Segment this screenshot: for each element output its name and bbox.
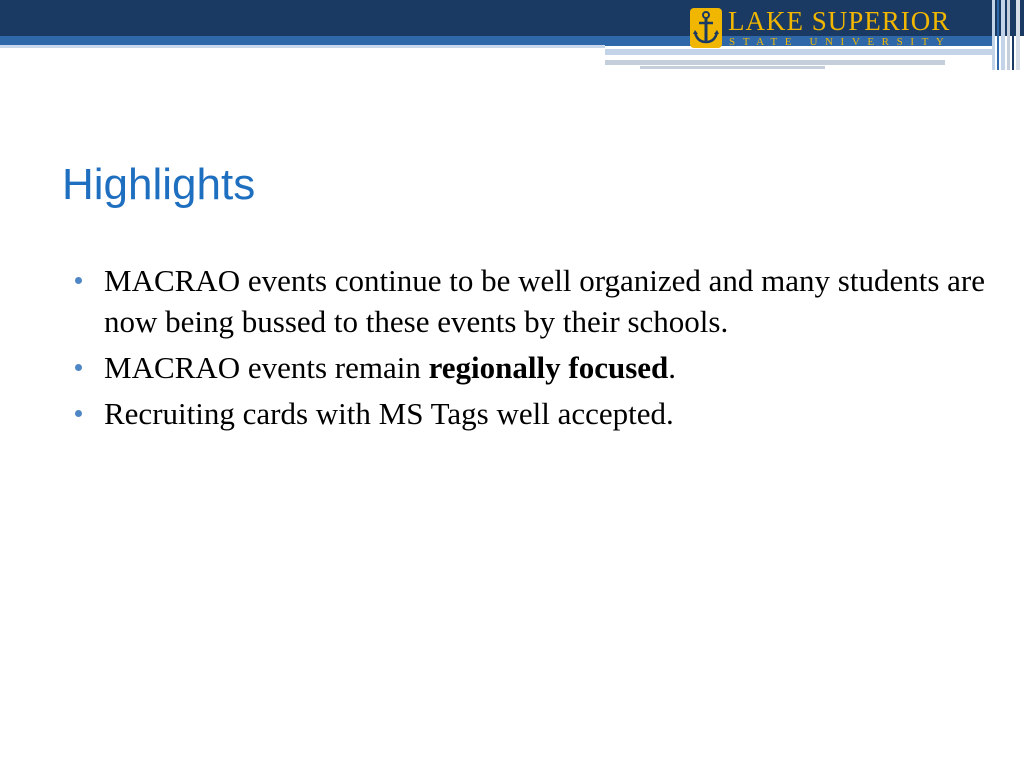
vertical-bar (997, 0, 999, 70)
bullet-dot-icon (75, 410, 82, 417)
bullet-dot-icon (75, 364, 82, 371)
banner-gray-stripe-short (640, 66, 825, 69)
anchor-icon (690, 8, 722, 48)
logo-subtitle: STATE UNIVERSITY (729, 36, 952, 48)
bullet-text-end: . (668, 350, 677, 385)
bullet-item (72, 347, 992, 388)
vertical-bar (992, 0, 995, 70)
banner-vertical-bars (992, 0, 1024, 70)
vertical-bar (1016, 0, 1020, 70)
banner-mid-band (0, 36, 605, 45)
slide-title: Highlights (62, 160, 256, 209)
bullet-text: MACRAO events remain (104, 350, 429, 385)
university-logo (690, 6, 952, 50)
vertical-bar (1007, 0, 1010, 70)
bullet-text: MACRAO events continue to be well organized and many students are now being bussed to these events by their schools. (104, 263, 986, 339)
bullet-item (72, 393, 992, 434)
bullet-list (72, 260, 992, 439)
bullet-text: Recruiting cards with MS Tags well accepted. (104, 396, 674, 431)
bullet-dot-icon (75, 277, 82, 284)
vertical-bar (1001, 0, 1005, 70)
bullet-emphasis: regionally focused (428, 350, 669, 385)
banner-light-stripe (0, 45, 605, 48)
logo-title: LAKE SUPERIOR (728, 6, 951, 36)
banner-gray-stripe (605, 60, 945, 65)
vertical-bar (1012, 0, 1014, 70)
bullet-item (72, 260, 992, 342)
header-banner (0, 0, 1024, 70)
